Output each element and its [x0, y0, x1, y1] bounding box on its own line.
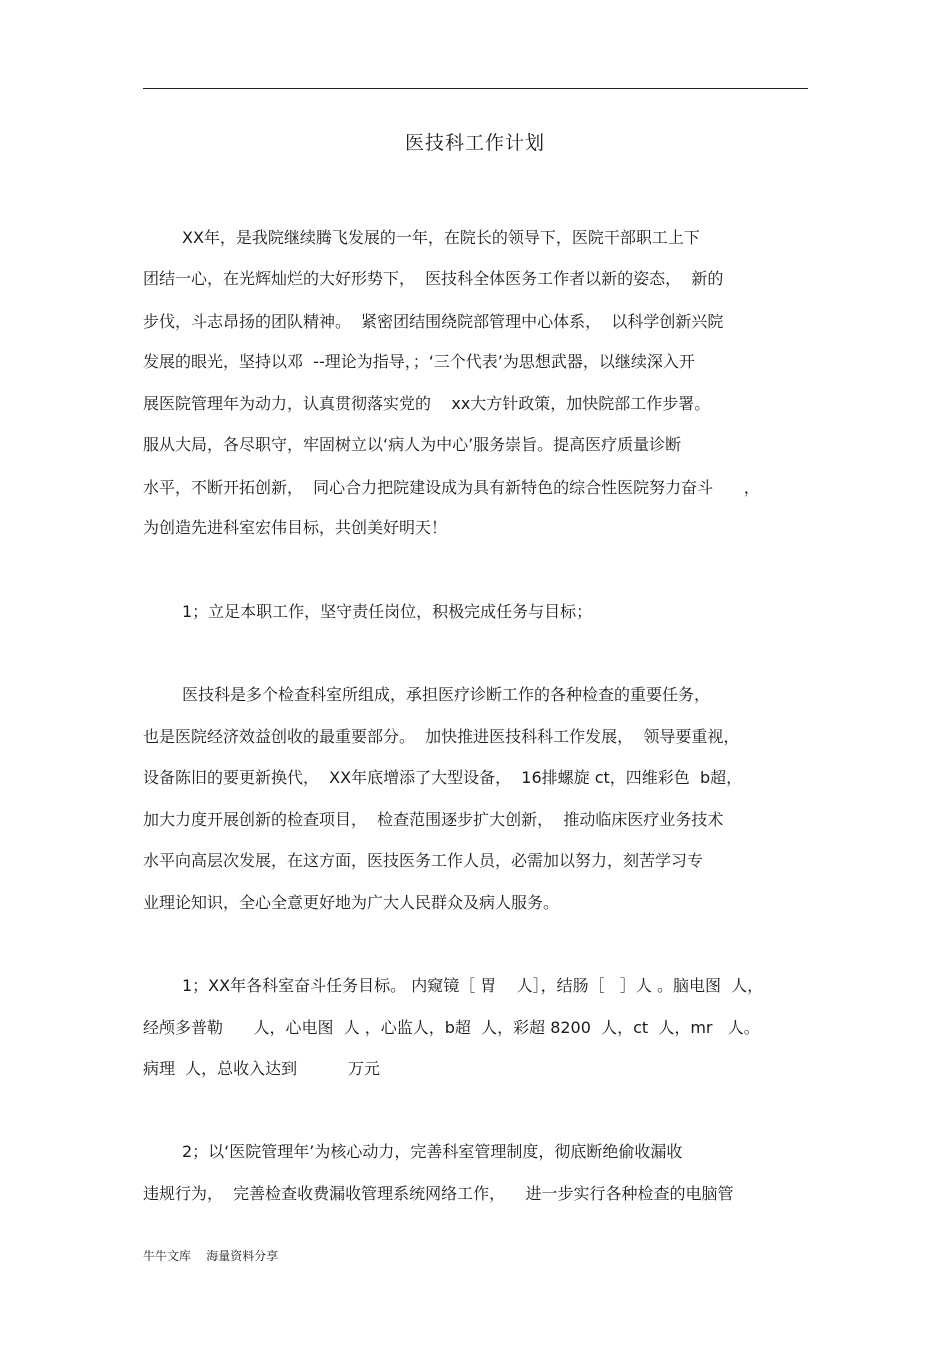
text-line: 水平，不断开拓创新， 同心合力把院建设成为具有新特色的综合性医院努力奋斗 ，: [143, 478, 760, 497]
text-line: 业理论知识，全心全意更好地为广大人民群众及病人服务。: [143, 893, 560, 912]
text-line: 团结一心，在光辉灿烂的大好形势下， 医技科全体医务工作者以新的姿态， 新的: [143, 269, 724, 288]
text-line: 2；以‘医院管理年’为核心动力，完善科室管理制度，彻底断绝偷收漏收: [182, 1142, 683, 1161]
section-heading: 1；立足本职工作，坚守责任岗位，积极完成任务与目标；: [182, 602, 593, 621]
text-line: 1；XX年各科室奋斗任务目标。 内窥镜［ 胃 人］，结肠［ ］人 。脑电图 人，: [182, 976, 764, 995]
text-line: 也是医院经济效益创收的最重要部分。 加快推进医技科科工作发展， 领导要重视，: [143, 727, 740, 746]
page-footer: 牛牛文库 海量资料分享: [143, 1249, 279, 1263]
header-rule: [143, 88, 808, 89]
document-title: 医技科工作计划: [404, 132, 545, 154]
text-line: 经颅多普勒 人，心电图 人 ，心监人，b超 人，彩超 8200 人，ct 人，mr 人。: [143, 1018, 760, 1037]
text-line: 加大力度开展创新的检查项目， 检查范围逐步扩大创新， 推动临床医疗业务技术: [143, 810, 724, 829]
text-line: 为创造先进科室宏伟目标，共创美好明天！: [143, 518, 448, 537]
text-line: 病理 人，总收入达到 万元: [143, 1059, 381, 1078]
text-line: 步伐，斗志昂扬的团队精神。 紧密团结围绕院部管理中心体系， 以科学创新兴院: [143, 312, 724, 331]
text-line: 违规行为， 完善检查收费漏收管理系统网络工作， 进一步实行各种检查的电脑管: [143, 1184, 734, 1203]
text-line: 水平向高层次发展，在这方面，医技医务工作人员，必需加以努力，刻苦学习专: [143, 851, 704, 870]
text-line: 服从大局，各尽职守，牢固树立以‘病人为中心’服务崇旨。提高医疗质量诊断: [143, 435, 682, 454]
text-line: XX年，是我院继续腾飞发展的一年，在院长的领导下，医院干部职工上下: [182, 228, 700, 247]
text-line: 发展的眼光，坚持以邓 --理论为指导，；‘三个代表’为思想武器，以继续深入开: [143, 352, 695, 371]
text-line: 展医院管理年为动力，认真贯彻落实党的 xx大方针政策，加快院部工作步署。: [143, 394, 711, 413]
text-line: 医技科是多个检查科室所组成，承担医疗诊断工作的各种检查的重要任务，: [182, 685, 711, 704]
text-line: 设备陈旧的要更新换代， XX年底增添了大型设备， 16排螺旋 ct，四维彩色 b超，: [143, 768, 743, 787]
